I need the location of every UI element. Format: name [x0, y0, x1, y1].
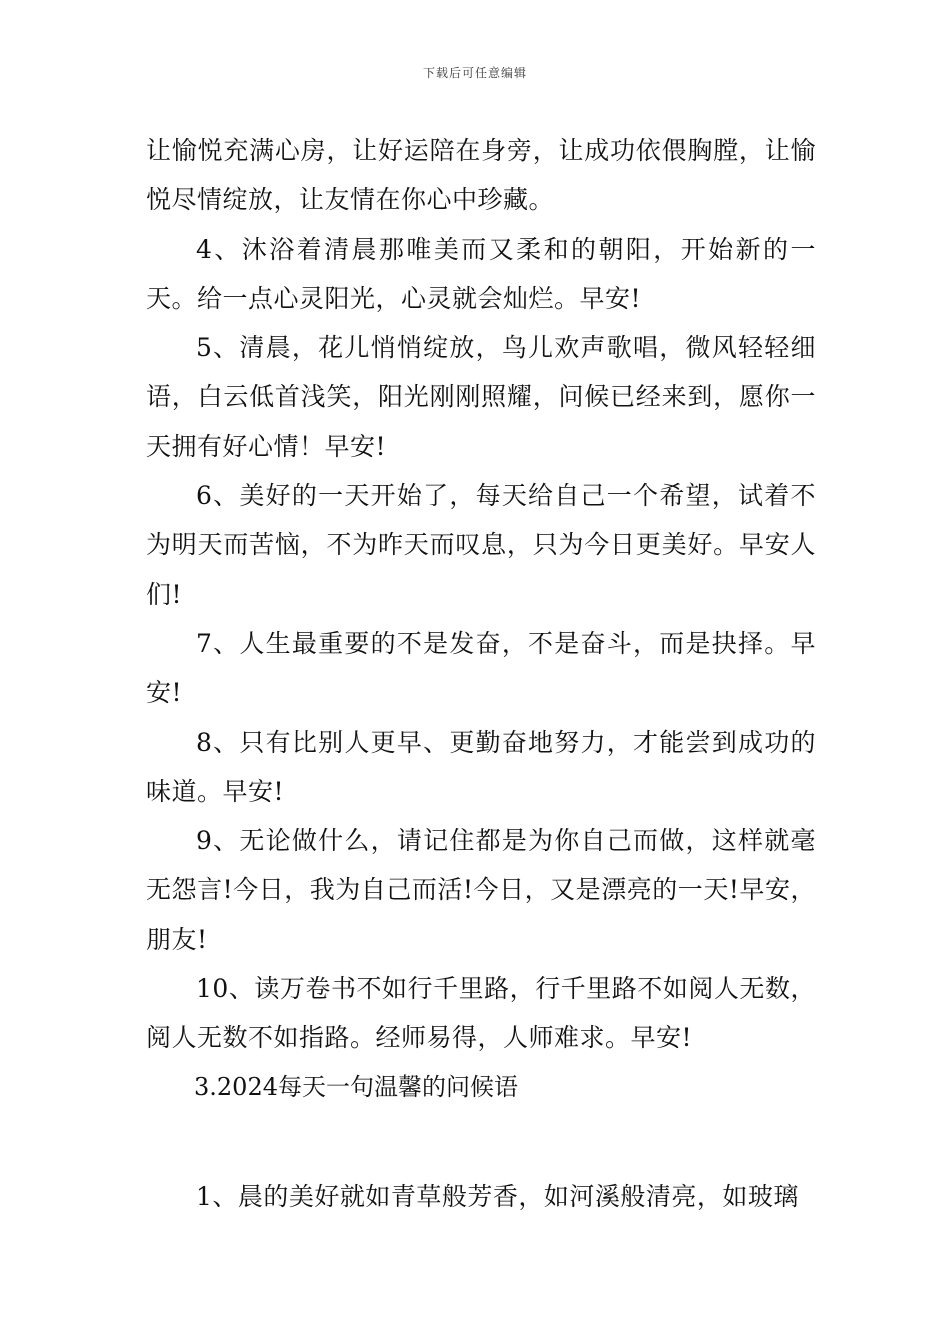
paragraph-item-9: 9、无论做什么，请记住都是为你自己而做，这样就毫无怨言!今日，我为自己而活!今日，又是漂亮的一天!早安，朋友! [146, 826, 816, 954]
paragraph-item-6: 6、美好的一天开始了，每天给自己一个希望，试着不为明天而苦恼，不为昨天而叹息，只为今日更美好。早安人们! [146, 481, 816, 609]
document-body [146, 126, 816, 1221]
paragraph-continuation: 让愉悦充满心房，让好运陪在身旁，让成功依偎胸膛，让愉悦尽情绽放，让友情在你心中珍藏。 [146, 136, 816, 215]
section-spacer [146, 1112, 816, 1172]
paragraph-item-5: 5、清晨，花儿悄悄绽放，鸟儿欢声歌唱，微风轻轻细语，白云低首浅笑，阳光刚刚照耀，问候已经来到，愿你一天拥有好心情！早安! [146, 333, 816, 461]
page-header: 下载后可任意编辑 [422, 66, 527, 80]
paragraph-item-4: 4、沐浴着清晨那唯美而又柔和的朝阳，开始新的一天。给一点心灵阳光，心灵就会灿烂。早安! [146, 234, 816, 313]
paragraph-item-7: 7、人生最重要的不是发奋，不是奋斗，而是抉择。早安! [146, 628, 816, 708]
section-heading: 3.2024每天一句温馨的问候语 [194, 1072, 518, 1101]
paragraph-item-8: 8、只有比别人更早、更勤奋地努力，才能尝到成功的味道。早安! [146, 727, 816, 806]
section-paragraph-item-1: 1、晨的美好就如青草般芳香，如河溪般清亮，如玻璃 [196, 1181, 799, 1211]
paragraph-item-10: 10、读万卷书不如行千里路，行千里路不如阅人无数，阅人无数不如指路。经师易得，人师难求。早安! [146, 974, 816, 1053]
